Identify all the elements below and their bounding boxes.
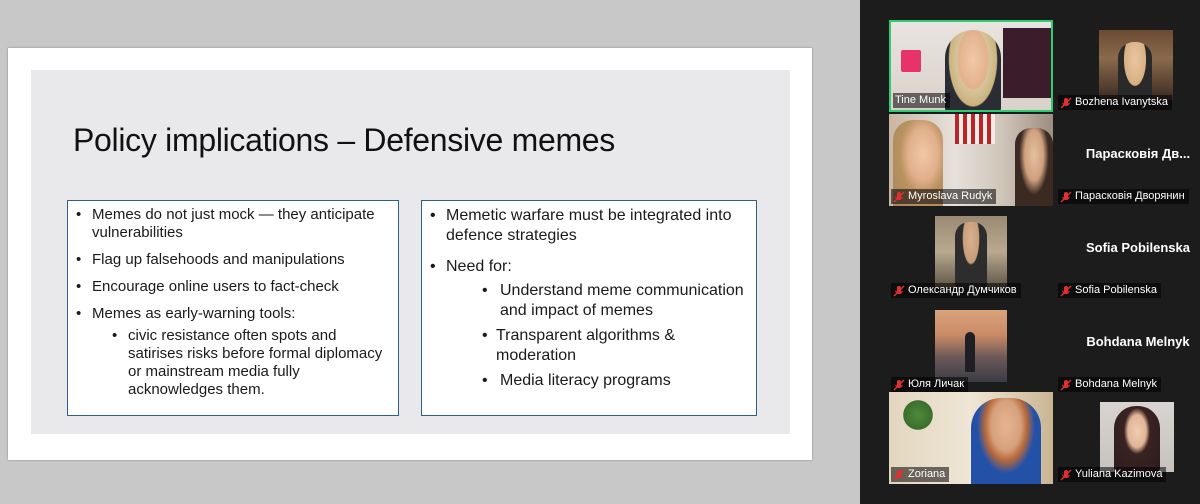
person-video — [971, 398, 1041, 484]
participant-tile-zoriana[interactable] — [889, 392, 1053, 484]
embroidery-decor — [955, 114, 995, 144]
participant-tile-myroslava[interactable] — [889, 114, 1053, 206]
sub-list-item: • Understand meme communication and impact of memes — [446, 281, 748, 321]
list-item: • Memetic warfare must be integrated into defence strategies — [428, 206, 748, 246]
participant-name-tag: Zoriana — [891, 467, 949, 482]
mic-muted-icon — [1060, 191, 1072, 203]
participant-tile-oleksandr[interactable] — [889, 208, 1053, 300]
person-video — [1015, 128, 1053, 206]
mic-muted-icon — [893, 379, 905, 391]
mic-muted-icon — [893, 469, 905, 481]
mic-muted-icon — [893, 285, 905, 297]
participant-name-tag: Sofia Pobilenska — [1058, 283, 1161, 298]
person-video — [1118, 42, 1152, 100]
participant-name-tag: Парасковія Дворянин — [1058, 189, 1189, 204]
left-bullet-box — [67, 200, 399, 416]
sub-list-item: • Media literacy programs — [446, 371, 748, 391]
mic-muted-icon — [893, 191, 905, 203]
participant-gallery — [860, 0, 1200, 504]
participant-center-name: Парасковія Дв... — [1085, 146, 1191, 161]
participant-center-name: Bohdana Melnyk — [1086, 334, 1190, 349]
plant-decor — [899, 400, 937, 430]
participant-name-tag: Юля Личак — [891, 377, 968, 392]
list-item: • Encourage online users to fact-check — [74, 278, 390, 296]
participant-name-tag: Bozhena Ivanytska — [1058, 95, 1172, 110]
shelf-decor — [901, 50, 921, 72]
list-item-label: Memes as early-warning tools: — [92, 305, 296, 322]
participant-tile-yuliana[interactable] — [1056, 392, 1200, 484]
slide-content-panel — [31, 70, 790, 434]
mic-muted-icon — [1060, 469, 1072, 481]
list-item-label: Need for: — [446, 258, 512, 275]
participant-tile-paraskoviia[interactable] — [1056, 114, 1200, 206]
sub-list-item: • civic resistance often spots and satirises risks before formal diplomacy or mainstream media fully acknowledges them. — [92, 327, 390, 399]
list-item: • Flag up falsehoods and manipulations — [74, 251, 390, 269]
participant-tile-sofia[interactable] — [1056, 208, 1200, 300]
poster-decor — [1003, 28, 1051, 98]
participant-name-tag: Bohdana Melnyk — [1058, 377, 1161, 392]
mic-muted-icon — [1060, 379, 1072, 391]
participant-tile-yulia[interactable] — [889, 302, 1053, 394]
participant-name-tag: Yuliana Kazimova — [1058, 467, 1166, 482]
right-bullet-box — [421, 200, 757, 416]
presentation-slide — [8, 48, 812, 460]
slide-title: Policy implications – Defensive memes — [73, 122, 615, 158]
person-video — [965, 332, 975, 372]
participant-center-name: Sofia Pobilenska — [1085, 240, 1191, 255]
participant-name-tag: Myroslava Rudyk — [891, 189, 996, 204]
participant-tile-tine-munk[interactable] — [889, 20, 1053, 112]
participant-tile-bozhena[interactable] — [1056, 20, 1200, 112]
participant-name-tag: Tine Munk — [893, 93, 950, 108]
sub-list-item: • Transparent algorithms & moderation — [446, 326, 748, 366]
person-video — [945, 30, 1001, 112]
list-item: • Memes do not just mock — they anticipate vulnerabilities — [74, 206, 390, 242]
person-video — [955, 222, 987, 288]
person-video — [1114, 406, 1160, 472]
mic-muted-icon — [1060, 97, 1072, 109]
list-item — [74, 305, 390, 399]
mic-muted-icon — [1060, 285, 1072, 297]
participant-tile-bohdana[interactable] — [1056, 302, 1200, 394]
participant-name-tag: Олександр Думчиков — [891, 283, 1021, 298]
list-item — [428, 257, 748, 391]
